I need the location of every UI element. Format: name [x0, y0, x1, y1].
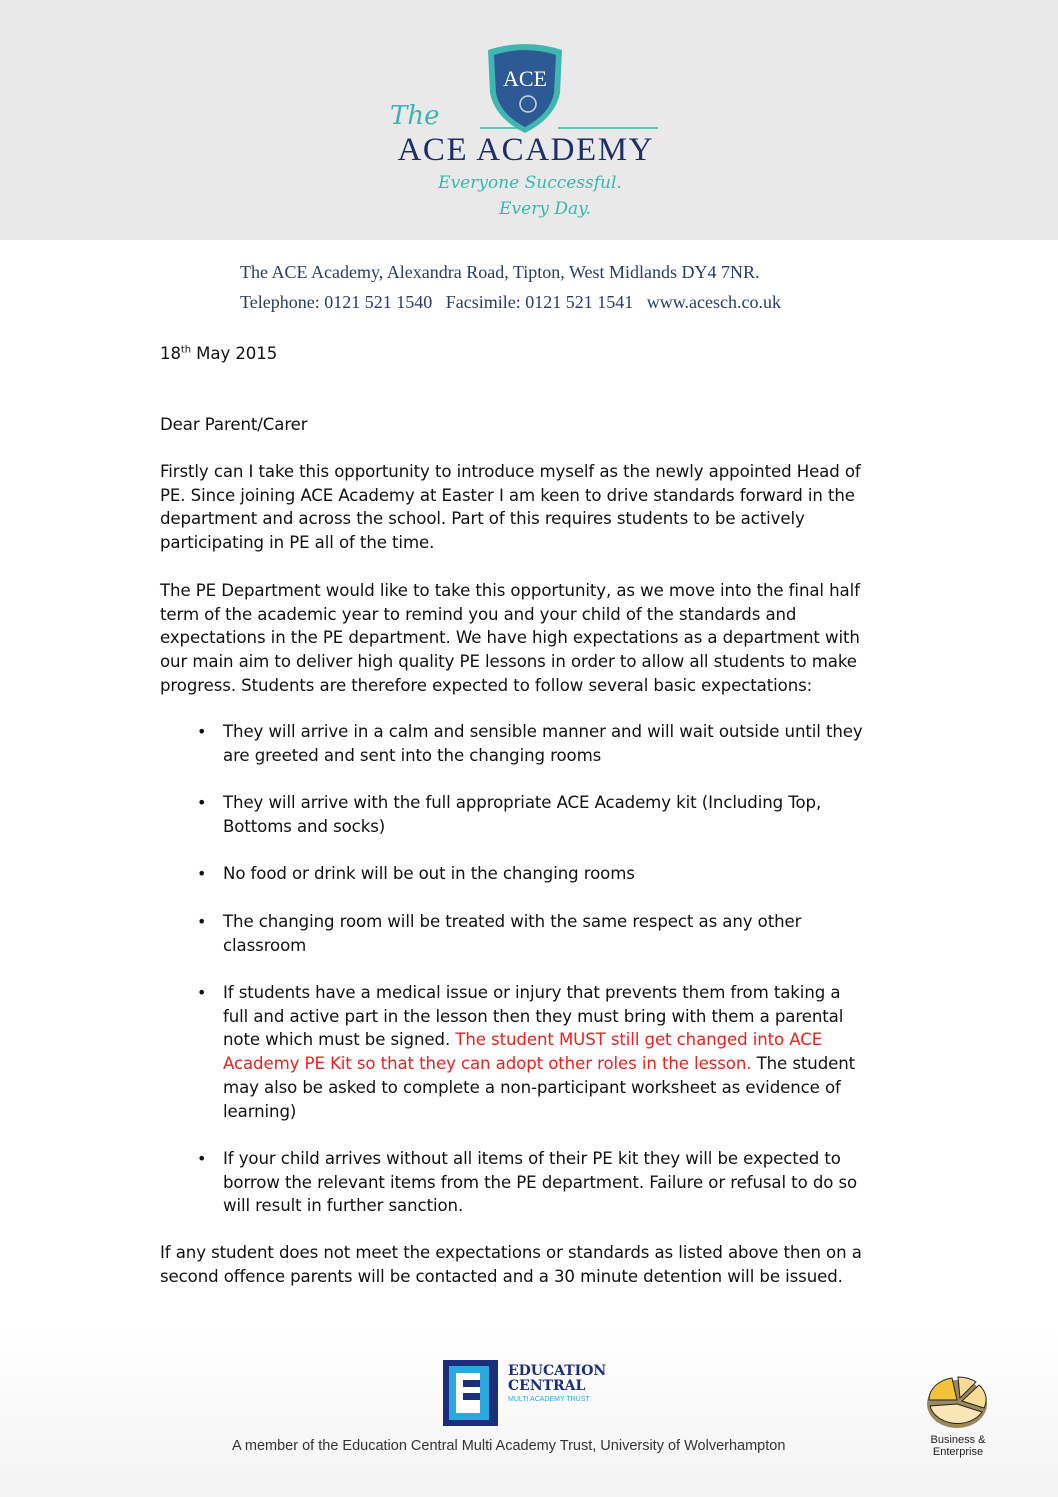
school-contact: Telephone: 0121 521 1540 Facsimile: 0121 521 1541 www.acesch.co.uk — [240, 292, 781, 312]
bullet-line: The changing room will be treated with the same respect as any other — [223, 912, 802, 931]
salutation: Dear Parent/Carer — [160, 415, 308, 434]
bullet-line: If your child arrives without all items of their PE kit they will be expected to — [223, 1149, 841, 1168]
bullet-line: will result in further sanction. — [223, 1196, 464, 1216]
letterhead — [0, 0, 1058, 240]
paragraph-line: department and across the school. Part of this requires students to be actively — [160, 509, 805, 529]
education-central-name: EDUCATION CENTRAL — [508, 1363, 607, 1394]
footer — [0, 1330, 1058, 1497]
school-address: The ACE Academy, Alexandra Road, Tipton, West Midlands DY4 7NR. — [240, 262, 760, 282]
paragraph-line: The PE Department would like to take this opportunity, as we move into the final half — [160, 581, 860, 600]
bullet-line: Bottoms and socks) — [223, 816, 386, 836]
svg-text:ACE ACADEMY: ACE ACADEMY — [397, 132, 653, 168]
svg-text:The: The — [390, 101, 440, 131]
bullet-icon: • — [197, 912, 207, 931]
paragraph-line: term of the academic year to remind you and your child of the standards and — [160, 604, 797, 624]
closing-line: If any student does not meet the expectations or standards as listed above then on a — [160, 1243, 862, 1262]
bullet-line: learning) — [223, 1101, 297, 1121]
paragraph-line: participating in PE all of the time. — [160, 533, 435, 553]
member-statement: A member of the Education Central Multi Academy Trust, University of Wolverhampton — [232, 1438, 786, 1454]
bullet-line: are greeted and sent into the changing rooms — [223, 745, 602, 765]
bullet-line — [223, 1054, 855, 1073]
highlight-text: The student MUST still get changed into ACE — [455, 1030, 823, 1050]
highlight-text: Academy PE Kit so that they can adopt other roles in the lesson. — [223, 1054, 752, 1074]
bullet-icon: • — [197, 983, 207, 1002]
logo-monogram: ACE — [503, 66, 547, 91]
paragraph-line: expectations in the PE department. We have high expectations as a department with — [160, 628, 860, 648]
ace-academy-logo — [390, 38, 660, 228]
bullet-line: They will arrive with the full appropriate ACE Academy kit (Including Top, — [223, 793, 822, 812]
text: note which must be signed. — [223, 1030, 456, 1050]
bullet-line — [223, 1030, 822, 1049]
bullet-line: classroom — [223, 935, 307, 955]
bullet-line: may also be asked to complete a non-participant worksheet as evidence of — [223, 1077, 841, 1097]
svg-text:Every Day.: Every Day. — [499, 199, 591, 219]
business-enterprise-pie-icon — [924, 1370, 990, 1430]
paragraph-line: PE. Since joining ACE Academy at Easter I am keen to drive standards forward in the — [160, 485, 855, 505]
paragraph-line: our main aim to deliver high quality PE lessons in order to allow all students to make — [160, 652, 857, 672]
education-central-logo-icon — [443, 1360, 498, 1426]
letter-date: 18th May 2015 — [160, 344, 278, 363]
closing-line: second offence parents will be contacted and a 30 minute detention will be issued. — [160, 1266, 843, 1286]
education-central-subtitle: MULTI ACADEMY TRUST — [508, 1396, 590, 1403]
bullet-line: full and active part in the lesson then they must bring with them a parental — [223, 1006, 844, 1026]
bullet-icon: • — [197, 722, 207, 741]
bullet-line: If students have a medical issue or injury that prevents them from taking a — [223, 983, 841, 1002]
paragraph-line: progress. Students are therefore expected to follow several basic expectations: — [160, 675, 813, 695]
text: The student — [751, 1054, 856, 1074]
paragraph-line: Firstly can I take this opportunity to introduce myself as the newly appointed Head of — [160, 462, 861, 481]
bullet-line: borrow the relevant items from the PE department. Failure or refusal to do so — [223, 1172, 858, 1192]
bullet-icon: • — [197, 864, 207, 883]
bullet-line: No food or drink will be out in the changing rooms — [223, 864, 635, 883]
svg-text:Everyone Successful.: Everyone Successful. — [438, 173, 622, 193]
business-enterprise-label: Business & Enterprise — [930, 1434, 986, 1458]
bullet-icon: • — [197, 1149, 207, 1168]
bullet-icon: • — [197, 793, 207, 812]
bullet-line: They will arrive in a calm and sensible manner and will wait outside until they — [223, 722, 863, 741]
